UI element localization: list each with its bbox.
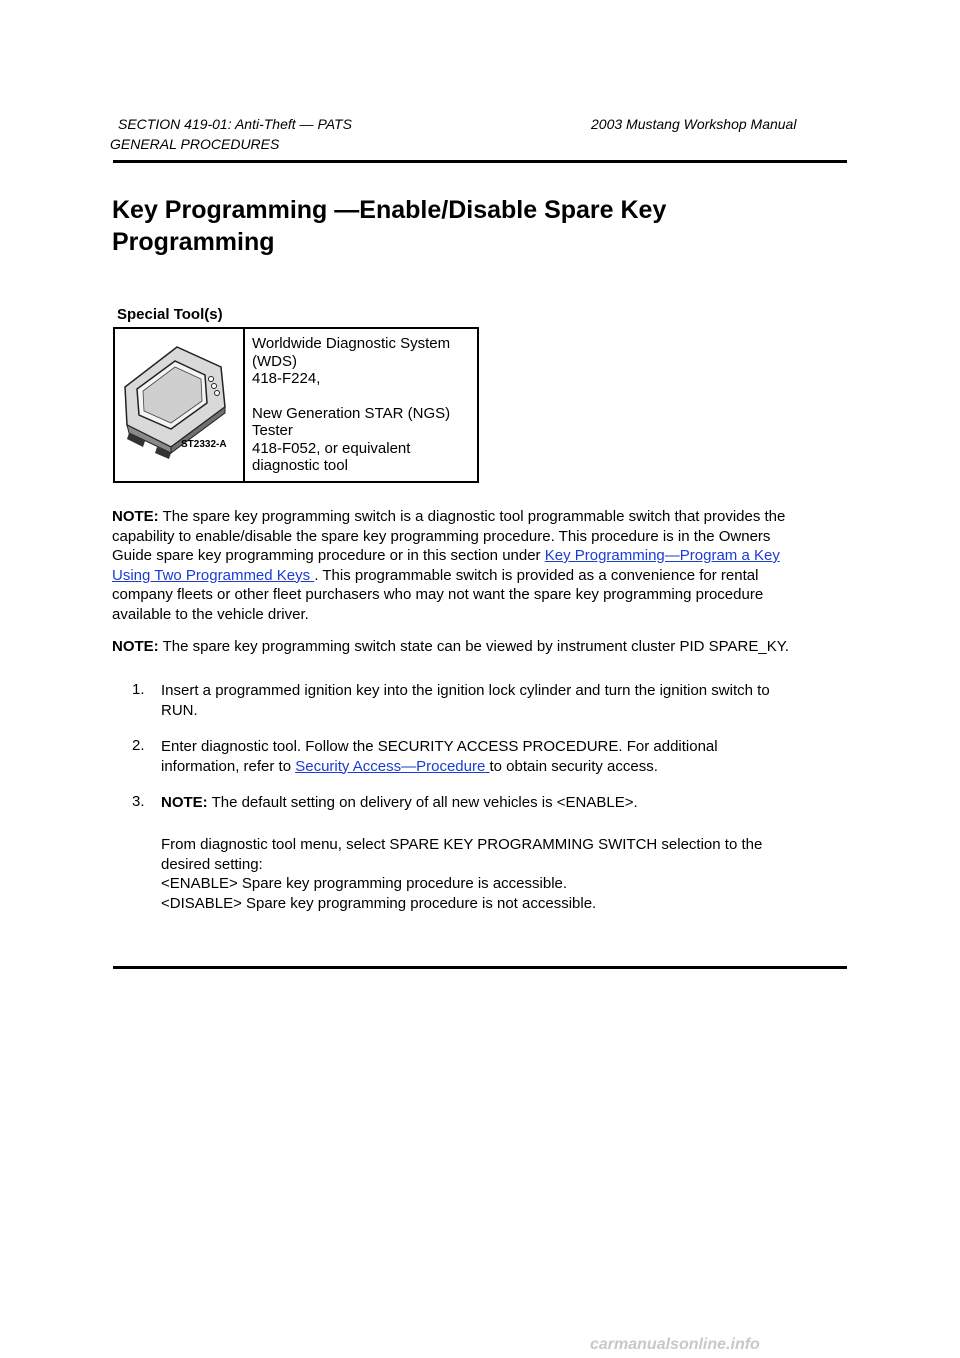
note-text: The spare key programming switch is a diagnostic tool programmable switch that provides the xyxy=(158,508,786,525)
header-divider xyxy=(113,160,847,163)
special-tools-description xyxy=(245,329,477,481)
link-program-key-two-keys-cont[interactable]: Using Two Programmed Keys xyxy=(112,566,315,584)
note-text: available to the vehicle driver. xyxy=(112,605,309,623)
header-manual-title: 2003 Mustang Workshop Manual xyxy=(591,116,797,132)
step-number-3: 3. xyxy=(132,793,145,810)
note-label: NOTE: xyxy=(112,508,159,525)
footer-divider xyxy=(113,966,847,969)
note-text: . This programmable switch is provided as a convenience for rental xyxy=(314,566,759,584)
page-title-line-1: Key Programming —Enable/Disable Spare Key xyxy=(112,196,667,224)
special-tools-table xyxy=(113,327,479,483)
tool-line: New Generation STAR (NGS) xyxy=(252,404,451,422)
step-number-1: 1. xyxy=(132,681,145,698)
note-text: The spare key programming switch state can be viewed by instrument cluster PID SPARE_KY. xyxy=(158,638,789,655)
note-text: capability to enable/disable the spare key programming procedure. This procedure is in the Owners xyxy=(112,527,771,545)
step-1-text: Insert a programmed ignition key into the ignition lock cylinder and turn the ignition switch to RUN. xyxy=(161,682,770,719)
step-2-text: Enter diagnostic tool. Follow the SECURITY ACCESS PROCEDURE. For additional information, refer to Security Access—Procedure to obtain security access. xyxy=(161,738,718,775)
note-text: company fleets or other fleet purchasers who may not want the spare key programming procedure xyxy=(112,586,764,603)
tool-line: diagnostic tool xyxy=(252,457,348,474)
step-3-text: From diagnostic tool menu, select SPARE KEY PROGRAMMING SWITCH selection to the desired setting: <ENABLE> Spare key programming procedure is accessible. <DISABLE> Spare key programming procedure is not accessible. xyxy=(161,836,763,912)
special-tools-caption: Special Tool(s) xyxy=(117,306,223,323)
tool-line: Worldwide Diagnostic System xyxy=(252,335,451,352)
header-section: SECTION 419-01: Anti-Theft — PATS xyxy=(118,116,352,132)
tool-line: (WDS) xyxy=(252,352,297,370)
watermark: carmanualsonline.info xyxy=(590,1336,760,1353)
header-subsection: GENERAL PROCEDURES xyxy=(110,136,280,152)
note-label: NOTE: xyxy=(161,794,208,811)
tool-line: 418-F224, xyxy=(252,370,321,387)
tool-line: 418-F052, or equivalent xyxy=(252,439,411,457)
link-security-access-procedure[interactable]: Security Access—Procedure xyxy=(295,757,490,775)
tool-spacer xyxy=(252,388,471,405)
diagnostic-tester-icon xyxy=(115,329,239,481)
note-label: NOTE: xyxy=(112,638,159,655)
tool-image-label: ST2332-A xyxy=(181,439,227,450)
note-pid-spare-ky xyxy=(112,637,852,657)
link-program-key-two-keys[interactable]: Key Programming—Program a Key xyxy=(544,547,780,564)
step-3-note: NOTE: The default setting on delivery of all new vehicles is <ENABLE>. xyxy=(161,794,638,811)
diagnostic-tester-image xyxy=(115,329,245,481)
page-title-line-2: Programming xyxy=(112,228,275,256)
step-number-2: 2. xyxy=(132,737,145,754)
tool-line: Tester xyxy=(252,422,293,439)
note-text: Guide spare key programming procedure or in this section under xyxy=(112,547,545,564)
page-title xyxy=(112,194,812,258)
note-spare-key-switch xyxy=(112,507,852,624)
